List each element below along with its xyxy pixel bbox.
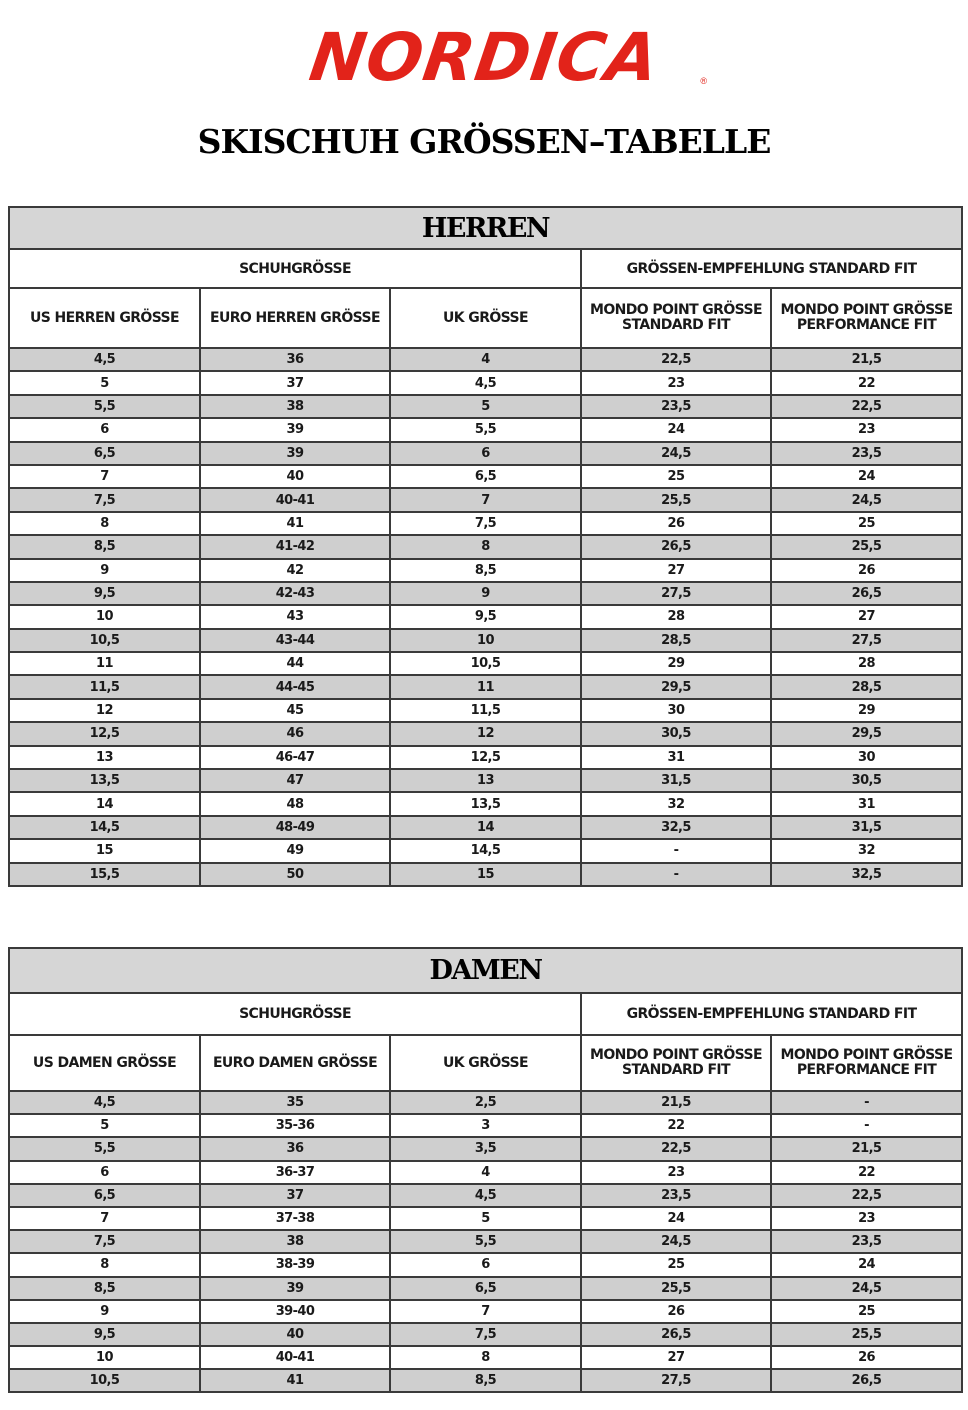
table-cell: 26 — [581, 1300, 771, 1323]
table-cell: 14,5 — [9, 816, 200, 839]
table-cell: 27,5 — [771, 629, 962, 652]
table-cell: 37-38 — [200, 1207, 390, 1230]
table-cell: 39 — [200, 442, 390, 465]
table-cell: 5,5 — [390, 1230, 581, 1253]
table-cell: 32,5 — [581, 816, 771, 839]
damen-size-table — [8, 947, 963, 1393]
table-cell: 29,5 — [771, 722, 962, 745]
table-cell: 10 — [9, 605, 200, 628]
registered-mark: ® — [700, 76, 707, 86]
table-cell: 30,5 — [771, 769, 962, 792]
table-cell: 13,5 — [390, 792, 581, 815]
table-cell: 30 — [581, 699, 771, 722]
table-row — [9, 1230, 962, 1253]
table-cell: 24,5 — [771, 1277, 962, 1300]
table-cell: 10,5 — [390, 652, 581, 675]
table-cell: 38 — [200, 1230, 390, 1253]
table-cell: - — [581, 863, 771, 886]
column-header: MONDO POINT GRÖSSE STANDARD FIT — [581, 288, 771, 348]
table-cell: 7,5 — [9, 488, 200, 511]
table-cell: 4,5 — [390, 1184, 581, 1207]
table-cell: 43 — [200, 605, 390, 628]
table-row — [9, 535, 962, 558]
table-row — [9, 1323, 962, 1346]
table-cell: 8 — [9, 512, 200, 535]
table-row — [9, 605, 962, 628]
table-cell: 4 — [390, 1161, 581, 1184]
table-cell: 48-49 — [200, 816, 390, 839]
table-cell: 23 — [771, 1207, 962, 1230]
column-header-row — [9, 288, 962, 348]
table-cell: 22,5 — [771, 395, 962, 418]
table-cell: 6,5 — [9, 442, 200, 465]
table-cell: 29,5 — [581, 675, 771, 698]
table-row — [9, 1114, 962, 1137]
table-cell: 14,5 — [390, 839, 581, 862]
table-cell: 23 — [771, 418, 962, 441]
table-row — [9, 722, 962, 745]
herren-size-table — [8, 206, 963, 887]
table-cell: 26,5 — [581, 1323, 771, 1346]
table-cell: 36-37 — [200, 1161, 390, 1184]
group-header-empfehlung: GRÖSSEN-EMPFEHLUNG STANDARD FIT — [581, 249, 962, 288]
table-cell: 13,5 — [9, 769, 200, 792]
table-cell: 32,5 — [771, 863, 962, 886]
table-cell: 22 — [771, 1161, 962, 1184]
table-cell: 23,5 — [771, 442, 962, 465]
table-cell: 23,5 — [581, 1184, 771, 1207]
table-cell: 8,5 — [390, 559, 581, 582]
table-row — [9, 465, 962, 488]
table-cell: 22,5 — [581, 348, 771, 371]
table-cell: 26,5 — [771, 582, 962, 605]
table-cell: 30,5 — [581, 722, 771, 745]
table-cell: 4,5 — [390, 371, 581, 394]
table-cell: 6 — [9, 1161, 200, 1184]
table-cell: 15 — [390, 863, 581, 886]
table-row — [9, 863, 962, 886]
column-header: UK GRÖSSE — [390, 288, 581, 348]
table-cell: 8,5 — [9, 535, 200, 558]
table-cell: 24 — [771, 1253, 962, 1276]
table-cell: 29 — [581, 652, 771, 675]
table-row — [9, 839, 962, 862]
table-row — [9, 395, 962, 418]
table-cell: 2,5 — [390, 1091, 581, 1114]
table-cell: 31 — [771, 792, 962, 815]
table-cell: 9,5 — [9, 1323, 200, 1346]
table-cell: 44-45 — [200, 675, 390, 698]
table-cell: 15,5 — [9, 863, 200, 886]
table-cell: 7,5 — [390, 512, 581, 535]
table-cell: 40 — [200, 465, 390, 488]
table-cell: 6,5 — [390, 1277, 581, 1300]
table-row — [9, 488, 962, 511]
table-cell: - — [771, 1114, 962, 1137]
table-cell: 6 — [390, 442, 581, 465]
table-cell: 26 — [771, 1346, 962, 1369]
table-cell: 41 — [200, 512, 390, 535]
table-row — [9, 699, 962, 722]
table-row — [9, 816, 962, 839]
table-cell: 10 — [390, 629, 581, 652]
table-cell: 42-43 — [200, 582, 390, 605]
column-header: EURO HERREN GRÖSSE — [200, 288, 390, 348]
table-cell: 7 — [9, 465, 200, 488]
table-cell: 13 — [9, 746, 200, 769]
table-cell: 6 — [390, 1253, 581, 1276]
table-row — [9, 1091, 962, 1114]
table-row — [9, 512, 962, 535]
table-cell: 47 — [200, 769, 390, 792]
table-cell: 24 — [581, 1207, 771, 1230]
table-cell: 39-40 — [200, 1300, 390, 1323]
table-row — [9, 418, 962, 441]
table-cell: 7,5 — [9, 1230, 200, 1253]
table-cell: 32 — [581, 792, 771, 815]
table-cell: 6,5 — [390, 465, 581, 488]
table-row — [9, 1184, 962, 1207]
group-header-empfehlung: GRÖSSEN-EMPFEHLUNG STANDARD FIT — [581, 993, 962, 1035]
table-cell: 37 — [200, 1184, 390, 1207]
group-header-row — [9, 249, 962, 288]
table-cell: 26,5 — [581, 535, 771, 558]
table-cell: 7 — [390, 1300, 581, 1323]
table-cell: 39 — [200, 1277, 390, 1300]
table-row — [9, 792, 962, 815]
table-cell: 38-39 — [200, 1253, 390, 1276]
table-cell: 26 — [581, 512, 771, 535]
table-cell: 9,5 — [9, 582, 200, 605]
table-cell: 12 — [9, 699, 200, 722]
table-cell: 24,5 — [581, 1230, 771, 1253]
table-cell: 11 — [9, 652, 200, 675]
table-row — [9, 559, 962, 582]
table-cell: 31,5 — [771, 816, 962, 839]
table-cell: 40 — [200, 1323, 390, 1346]
table-cell: 24 — [581, 418, 771, 441]
table-cell: 9,5 — [390, 605, 581, 628]
table-cell: 49 — [200, 839, 390, 862]
table-cell: 40-41 — [200, 488, 390, 511]
table-cell: 14 — [390, 816, 581, 839]
table-cell: 5 — [9, 371, 200, 394]
table-row — [9, 652, 962, 675]
table-cell: 25 — [581, 1253, 771, 1276]
table-cell: 27,5 — [581, 1369, 771, 1392]
table-cell: 14 — [9, 792, 200, 815]
column-header: MONDO POINT GRÖSSE PERFORMANCE FIT — [771, 1035, 962, 1091]
table-cell: 23,5 — [771, 1230, 962, 1253]
table-cell: 32 — [771, 839, 962, 862]
table-cell: 10,5 — [9, 629, 200, 652]
table-cell: 5 — [390, 395, 581, 418]
table-cell: 37 — [200, 371, 390, 394]
table-cell: 7,5 — [390, 1323, 581, 1346]
table-cell: 3 — [390, 1114, 581, 1137]
table-cell: 5 — [9, 1114, 200, 1137]
table-cell: 22,5 — [771, 1184, 962, 1207]
table-cell: 8,5 — [390, 1369, 581, 1392]
column-header: MONDO POINT GRÖSSE PERFORMANCE FIT — [771, 288, 962, 348]
column-header-row — [9, 1035, 962, 1091]
table-cell: 27,5 — [581, 582, 771, 605]
table-cell: 28 — [771, 652, 962, 675]
table-cell: 12,5 — [390, 746, 581, 769]
table-cell: 24 — [771, 465, 962, 488]
section-title: HERREN — [9, 207, 962, 249]
table-cell: 7 — [390, 488, 581, 511]
table-row — [9, 746, 962, 769]
page-title: SKISCHUH GRÖSSEN–TABELLE — [197, 122, 771, 161]
table-cell: 11,5 — [390, 699, 581, 722]
table-cell: 23 — [581, 371, 771, 394]
table-cell: 3,5 — [390, 1137, 581, 1160]
table-cell: 8,5 — [9, 1277, 200, 1300]
table-cell: 25 — [771, 512, 962, 535]
table-row — [9, 1369, 962, 1392]
table-cell: 31,5 — [581, 769, 771, 792]
table-cell: 29 — [771, 699, 962, 722]
table-cell: 22,5 — [581, 1137, 771, 1160]
table-cell: 27 — [771, 605, 962, 628]
table-cell: 44 — [200, 652, 390, 675]
table-cell: 24,5 — [581, 442, 771, 465]
table-cell: 26 — [771, 559, 962, 582]
table-cell: 5,5 — [9, 1137, 200, 1160]
table-cell: 13 — [390, 769, 581, 792]
table-cell: 43-44 — [200, 629, 390, 652]
table-cell: 36 — [200, 348, 390, 371]
table-cell: 39 — [200, 418, 390, 441]
table-cell: 24,5 — [771, 488, 962, 511]
table-cell: 15 — [9, 839, 200, 862]
table-cell: 6,5 — [9, 1184, 200, 1207]
group-header-row — [9, 993, 962, 1035]
table-row — [9, 1277, 962, 1300]
table-cell: 27 — [581, 1346, 771, 1369]
table-cell: 38 — [200, 395, 390, 418]
table-cell: 22 — [771, 371, 962, 394]
column-header: EURO DAMEN GRÖSSE — [200, 1035, 390, 1091]
section-header — [9, 948, 962, 993]
column-header: US HERREN GRÖSSE — [9, 288, 200, 348]
table-row — [9, 629, 962, 652]
table-cell: 27 — [581, 559, 771, 582]
table-cell: - — [771, 1091, 962, 1114]
table-row — [9, 582, 962, 605]
column-header: US DAMEN GRÖSSE — [9, 1035, 200, 1091]
table-cell: 11 — [390, 675, 581, 698]
section-header — [9, 207, 962, 249]
table-row — [9, 1300, 962, 1323]
table-cell: - — [581, 839, 771, 862]
table-cell: 25 — [771, 1300, 962, 1323]
table-cell: 26,5 — [771, 1369, 962, 1392]
table-row — [9, 1207, 962, 1230]
logo-wordmark: NORDICA — [305, 19, 664, 96]
table-cell: 46 — [200, 722, 390, 745]
table-cell: 46-47 — [200, 746, 390, 769]
table-row — [9, 675, 962, 698]
column-header: UK GRÖSSE — [390, 1035, 581, 1091]
table-cell: 8 — [390, 1346, 581, 1369]
table-row — [9, 1137, 962, 1160]
table-cell: 9 — [390, 582, 581, 605]
table-cell: 28,5 — [581, 629, 771, 652]
group-header-schuhgroesse: SCHUHGRÖSSE — [9, 993, 581, 1035]
table-row — [9, 769, 962, 792]
table-cell: 21,5 — [581, 1091, 771, 1114]
table-cell: 25,5 — [771, 535, 962, 558]
table-row — [9, 1346, 962, 1369]
table-cell: 5,5 — [390, 418, 581, 441]
table-cell: 48 — [200, 792, 390, 815]
table-cell: 6 — [9, 418, 200, 441]
table-cell: 4,5 — [9, 348, 200, 371]
table-cell: 35 — [200, 1091, 390, 1114]
table-cell: 31 — [581, 746, 771, 769]
table-cell: 25 — [581, 465, 771, 488]
table-cell: 7 — [9, 1207, 200, 1230]
table-cell: 30 — [771, 746, 962, 769]
table-cell: 10,5 — [9, 1369, 200, 1392]
table-cell: 41-42 — [200, 535, 390, 558]
table-cell: 36 — [200, 1137, 390, 1160]
table-cell: 25,5 — [771, 1323, 962, 1346]
table-row — [9, 442, 962, 465]
table-cell: 12 — [390, 722, 581, 745]
table-cell: 23,5 — [581, 395, 771, 418]
table-cell: 9 — [9, 559, 200, 582]
table-row — [9, 348, 962, 371]
table-cell: 4,5 — [9, 1091, 200, 1114]
table-cell: 25,5 — [581, 1277, 771, 1300]
table-row — [9, 371, 962, 394]
table-cell: 11,5 — [9, 675, 200, 698]
table-cell: 5,5 — [9, 395, 200, 418]
table-row — [9, 1161, 962, 1184]
group-header-schuhgroesse: SCHUHGRÖSSE — [9, 249, 581, 288]
table-cell: 22 — [581, 1114, 771, 1137]
table-cell: 9 — [9, 1300, 200, 1323]
table-cell: 45 — [200, 699, 390, 722]
table-cell: 28,5 — [771, 675, 962, 698]
table-cell: 23 — [581, 1161, 771, 1184]
column-header: MONDO POINT GRÖSSE STANDARD FIT — [581, 1035, 771, 1091]
table-cell: 4 — [390, 348, 581, 371]
table-cell: 8 — [9, 1253, 200, 1276]
section-title: DAMEN — [9, 948, 962, 993]
table-cell: 8 — [390, 535, 581, 558]
table-cell: 42 — [200, 559, 390, 582]
table-cell: 25,5 — [581, 488, 771, 511]
table-row — [9, 1253, 962, 1276]
nordica-logo — [262, 18, 707, 98]
table-cell: 5 — [390, 1207, 581, 1230]
table-cell: 35-36 — [200, 1114, 390, 1137]
table-cell: 28 — [581, 605, 771, 628]
table-cell: 40-41 — [200, 1346, 390, 1369]
table-cell: 21,5 — [771, 348, 962, 371]
table-cell: 21,5 — [771, 1137, 962, 1160]
table-cell: 50 — [200, 863, 390, 886]
table-cell: 12,5 — [9, 722, 200, 745]
table-cell: 41 — [200, 1369, 390, 1392]
table-cell: 10 — [9, 1346, 200, 1369]
